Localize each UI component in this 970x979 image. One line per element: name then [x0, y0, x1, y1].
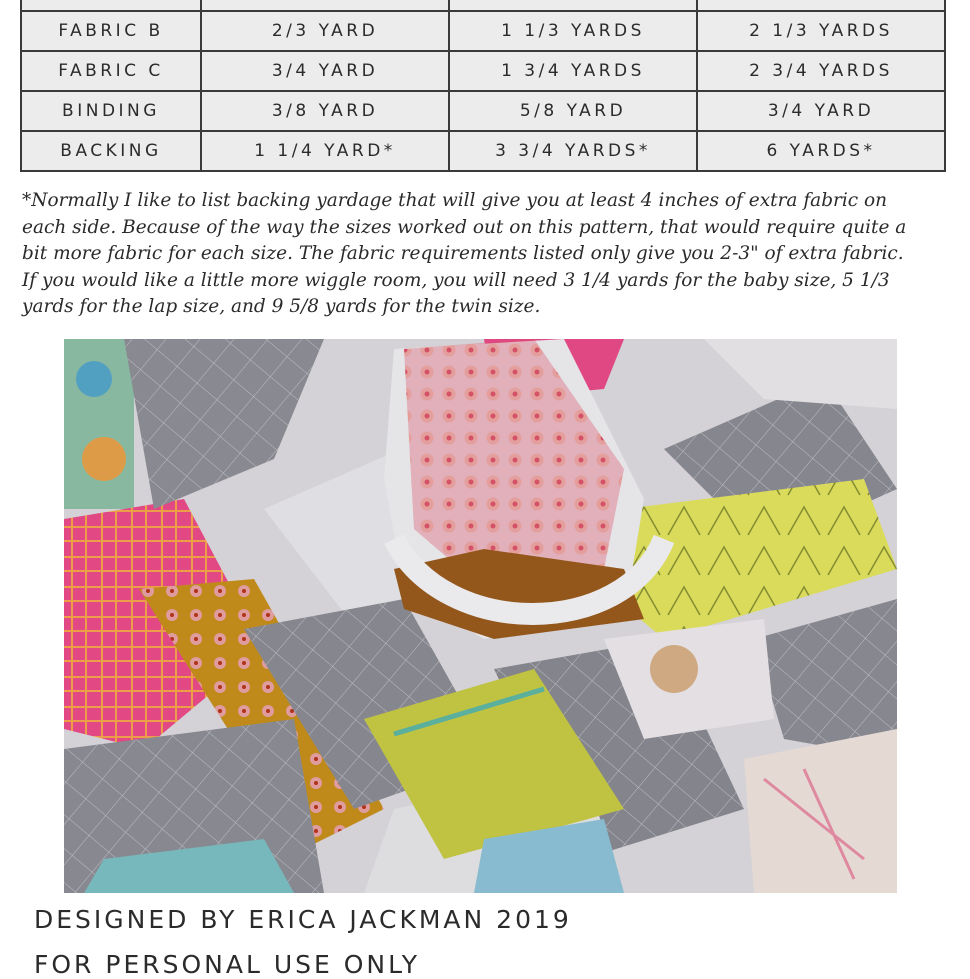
usage-notice: FOR PERSONAL USE ONLY: [34, 950, 421, 979]
cell-twin: 2 1/3 YARDS: [697, 11, 945, 51]
row-label: FABRIC B: [21, 11, 201, 51]
cell-twin: 3/4 YARD: [697, 91, 945, 131]
table-row: [21, 0, 945, 11]
cell-twin: [697, 0, 945, 11]
yardage-table: [20, 0, 946, 172]
footnote-line: *Normally I like to list backing yardage that will give you at least 4 inches of extra fabric on: [22, 190, 888, 211]
cell-baby: 2/3 YARD: [201, 11, 449, 51]
cell-lap: 1 3/4 YARDS: [449, 51, 697, 91]
cell-lap: 1 1/3 YARDS: [449, 11, 697, 51]
cell-lap: [449, 0, 697, 11]
cell-baby: 3/4 YARD: [201, 51, 449, 91]
row-label: [21, 0, 201, 11]
row-label: BACKING: [21, 131, 201, 171]
footnote-line: bit more fabric for each size. The fabric requirements listed only give you 2-3" of extra fabric.: [22, 243, 904, 264]
cell-baby: 3/8 YARD: [201, 91, 449, 131]
cell-baby: [201, 0, 449, 11]
footnote-line: If you would like a little more wiggle room, you will need 3 1/4 yards for the baby size, 5 1/3: [22, 269, 890, 291]
table-row: [21, 91, 945, 131]
cell-lap: 3 3/4 YARDS*: [449, 131, 697, 171]
backing-footnote: [22, 188, 942, 321]
cell-twin: 6 YARDS*: [697, 131, 945, 171]
quilt-illustration: [64, 339, 897, 893]
cell-lap: 5/8 YARD: [449, 91, 697, 131]
table-row: [21, 131, 945, 171]
table-row: [21, 11, 945, 51]
row-label: FABRIC C: [21, 51, 201, 91]
footnote-line: each side. Because of the way the sizes worked out on this pattern, that would require quite a: [22, 216, 907, 238]
cell-baby: 1 1/4 YARD*: [201, 131, 449, 171]
row-label: BINDING: [21, 91, 201, 131]
table-row: [21, 51, 945, 91]
quilt-photo: [64, 339, 897, 893]
designer-credit: DESIGNED BY ERICA JACKMAN 2019: [34, 905, 572, 934]
footnote-line: yards for the lap size, and 9 5/8 yards for the twin size.: [22, 296, 541, 317]
cell-twin: 2 3/4 YARDS: [697, 51, 945, 91]
